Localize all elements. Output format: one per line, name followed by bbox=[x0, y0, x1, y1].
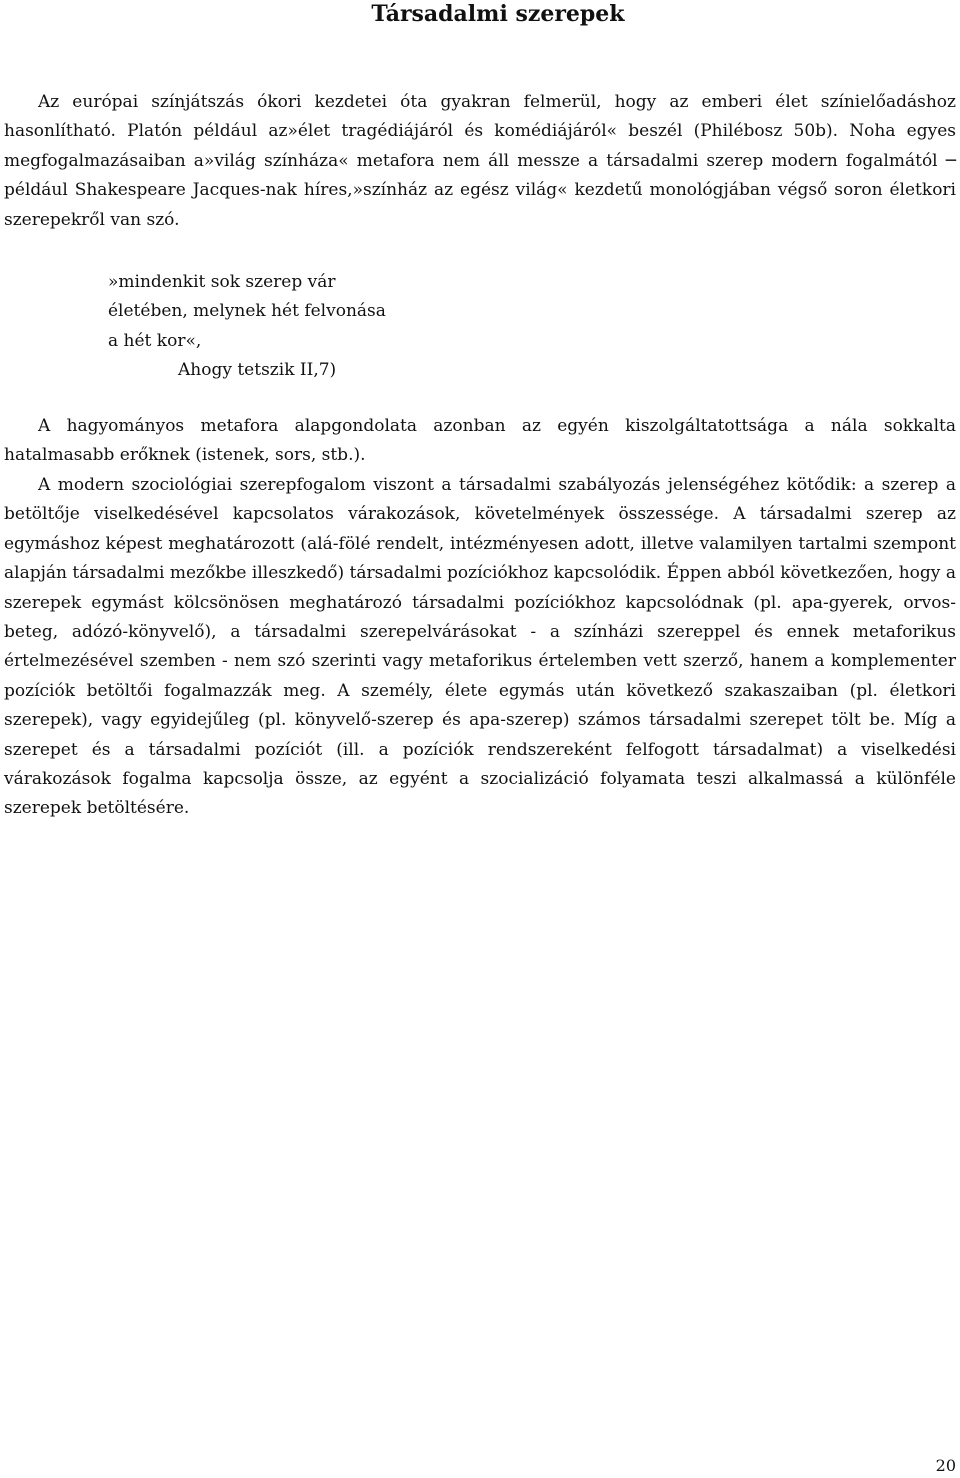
quote-line: »mindenkit sok szerep vár bbox=[108, 272, 336, 292]
intro-paragraph: Az európai színjátszás ókori kezdetei óta gyakran felmerül, hogy az emberi élet színielőadáshoz hasonlítható. Platón például az»élet tragédiájáról és komédiájáról« beszél (Philébosz 50b). Noha egyes megfogalmazásaiban a»világ színháza« metafora nem áll messze a társadalmi szerep modern fogalmától ─ például Shakespeare Jacques-nak híres,»színház az egész világ« kezdetű monológjában végső soron életkori szerepekről van szó. bbox=[4, 92, 956, 230]
page-number: 20 bbox=[935, 1456, 956, 1475]
modern-paragraph: A modern szociológiai szerepfogalom viszont a társadalmi szabályozás jelenségéhez kötődik: a szerep a betöltője viselkedésével kapcsolatos várakozások, követelmények összessége. A társadalmi szerep az egymáshoz képest meghatározott (alá-fölé rendelt, intézményesen adott, illetve valamilyen tartalmi szempont alapján társadalmi mezőkbe illeszkedő) társadalmi pozíciókhoz kapcsolódik. Éppen abból következően, hogy a szerepek egymást kölcsönösen meghatározó társadalmi pozíciókhoz kapcsolódnak (pl. apa-gyerek, orvos-beteg, adózó-könyvelő), a társadalmi szerepelvárásokat - a színházi szereppel és ennek metaforikus értelmezésével szemben - nem szó szerinti vagy metaforikus értelemben vett szerző, hanem a komplementer pozíciók betöltői fogalmazzák meg. A személy, élete egymás után következő szakaszaiban (pl. életkori szerepek), vagy egyidejűleg (pl. könyvelő-szerep és apa-szerep) számos társadalmi szerepet tölt be. Míg a szerepet és a társadalmi pozíciót (ill. a pozíciók rendszereként felfogott társadalmat) a viselkedési várakozások fogalma kapcsolja össze, az egyént a szocializáció folyamata teszi alkalmassá a különféle szerepek betöltésére. bbox=[4, 475, 956, 819]
quote-source: Ahogy tetszik II,7) bbox=[178, 360, 337, 381]
block-quote bbox=[108, 268, 386, 386]
quote-line: életében, melynek hét felvonása bbox=[108, 301, 386, 322]
page-title: Társadalmi szerepek bbox=[371, 1, 625, 27]
quote-line: a hét kor«, bbox=[108, 330, 202, 351]
tradition-paragraph: A hagyományos metafora alapgondolata azonban az egyén kiszolgáltatottsága a nála sokkalta hatalmasabb erőknek (istenek, sors, stb.). bbox=[4, 416, 956, 466]
